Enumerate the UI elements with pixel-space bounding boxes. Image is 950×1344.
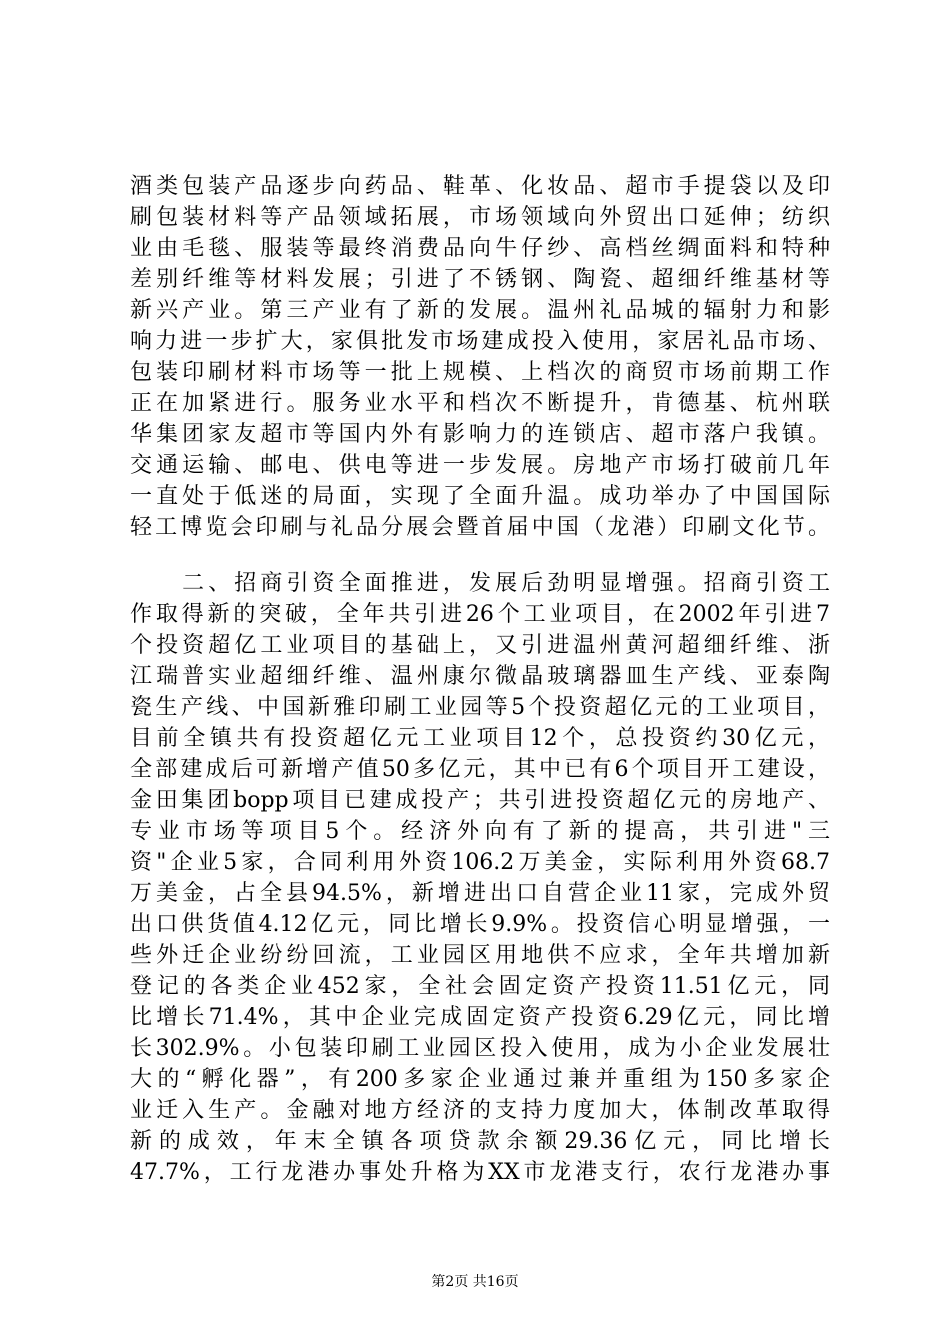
text-line: 大的“孵化器”，有200多家企业通过兼并重组为150多家企 [130,1067,830,1092]
text-line: 新兴产业。第三产业有了新的发展。温州礼品城的辐射力和影 [130,298,830,323]
text-line: 二、招商引资全面推进，发展后劲明显增强。招商引资工 [130,571,830,596]
text-line: 47.7%，工行龙港办事处升格为XX市龙港支行，农行龙港办事 [130,1160,830,1185]
page-footer: 第2页 共16页 [431,1274,519,1290]
text-line: 目前全镇共有投资超亿元工业项目12个，总投资约30亿元， [130,726,830,751]
text-line: 正在加紧进行。服务业水平和档次不断提升，肯德基、杭州联 [130,391,830,416]
text-line: 比增长71.4%，其中企业完成固定资产投资6.29亿元，同比增 [130,1005,830,1030]
text-line: 华集团家友超市等国内外有影响力的连锁店、超市落户我镇。 [130,422,830,447]
text-line: 金田集团bopp项目已建成投产；共引进投资超亿元的房地产、 [130,788,830,813]
text-line: 出口供货值4.12亿元，同比增长9.9%。投资信心明显增强，一 [130,912,830,937]
text-line: 刷包装材料等产品领域拓展，市场领域向外贸出口延伸；纺织 [130,205,830,230]
text-line: 江瑞普实业超细纤维、温州康尔微晶玻璃器皿生产线、亚泰陶 [130,664,830,689]
text-line: 酒类包装产品逐步向药品、鞋革、化妆品、超市手提袋以及印 [130,174,830,199]
text-line: 万美金，占全县94.5%，新增进出口自营企业11家，完成外贸 [130,881,830,906]
text-line: 包装印刷材料市场等一批上规模、上档次的商贸市场前期工作 [130,360,830,385]
text-line: 一直处于低迷的局面，实现了全面升温。成功举办了中国国际 [130,484,830,509]
text-line: 业迁入生产。金融对地方经济的支持力度加大，体制改革取得 [130,1098,830,1123]
text-line: 全部建成后可新增产值50多亿元，其中已有6个项目开工建设， [130,757,830,782]
paragraph-1 [130,171,830,543]
text-line: 些外迁企业纷纷回流，工业园区用地供不应求，全年共增加新 [130,943,830,968]
text-line: 新的成效，年末全镇各项贷款余额29.36亿元，同比增长 [130,1129,830,1154]
text-line: 响力进一步扩大，家俱批发市场建成投入使用，家居礼品市场、 [130,329,830,354]
text-line: 轻工博览会印刷与礼品分展会暨首届中国（龙港）印刷文化节。 [130,515,830,540]
text-line: 瓷生产线、中国新雅印刷工业园等5个投资超亿元的工业项目， [130,695,830,720]
text-line: 业由毛毯、服装等最终消费品向牛仔纱、高档丝绸面料和特种 [130,236,830,261]
text-line: 长302.9%。小包装印刷工业园区投入使用，成为小企业发展壮 [130,1036,830,1061]
text-line: 交通运输、邮电、供电等进一步发展。房地产市场打破前几年 [130,453,830,478]
text-line: 差别纤维等材料发展；引进了不锈钢、陶瓷、超细纤维基材等 [130,267,830,292]
paragraph-2 [130,568,830,1188]
text-line: 作取得新的突破，全年共引进26个工业项目，在2002年引进7 [130,602,830,627]
text-line: 登记的各类企业452家，全社会固定资产投资11.51亿元，同 [130,974,830,999]
text-line: 个投资超亿工业项目的基础上，又引进温州黄河超细纤维、浙 [130,633,830,658]
text-line: 资"企业5家，合同利用外资106.2万美金，实际利用外资68.7 [130,850,830,875]
text-line: 专业市场等项目5个。经济外向有了新的提高，共引进"三 [130,819,830,844]
